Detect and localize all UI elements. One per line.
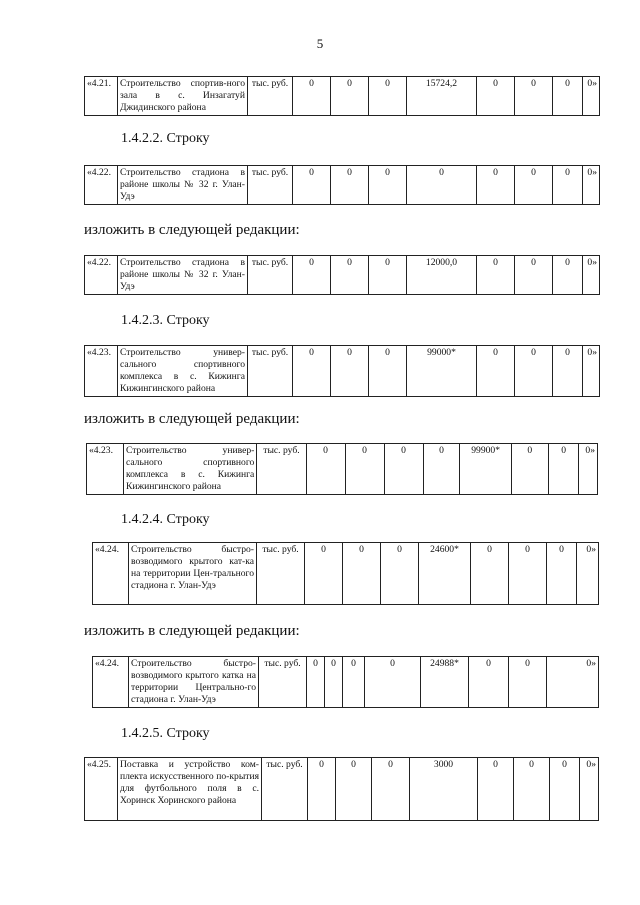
value-cell: 0 [372, 758, 410, 821]
value-cell: 0 [509, 657, 547, 708]
value-cell: 24600* [419, 543, 471, 605]
value-cell: 0 [381, 543, 419, 605]
value-cell: 0 [553, 166, 583, 205]
row-number: «4.25. [85, 758, 118, 821]
section-heading: 1.4.2.5. Строку [121, 726, 210, 741]
value-cell: 0 [547, 543, 577, 605]
value-cell: 0 [369, 166, 407, 205]
value-cell: 0 [365, 657, 421, 708]
row-description: Строительство стадиона в районе школы № 32 г. Улан-Удэ [118, 256, 248, 295]
value-cell: 0 [515, 346, 553, 397]
value-cell: 0 [423, 444, 460, 495]
value-cell: 12000,0 [407, 256, 477, 295]
instruction-text: изложить в следующей редакции: [84, 222, 300, 238]
value-cell: 0 [477, 77, 515, 116]
row-unit: тыс. руб. [257, 444, 306, 495]
row-unit: тыс. руб. [248, 166, 293, 205]
row-description: Поставка и устройство ком-плекта искусственного по-крытия для футбольного поля в с. Хоринск Хоринского района [118, 758, 262, 821]
value-cell: 0 [553, 77, 583, 116]
table-row-4-21 [84, 76, 600, 116]
value-cell: 15724,2 [407, 77, 477, 116]
row-number: «4.22. [85, 256, 118, 295]
value-cell: 0 [306, 444, 345, 495]
value-cell: 0» [547, 657, 599, 708]
value-cell: 0 [515, 77, 553, 116]
instruction-text: изложить в следующей редакции: [84, 623, 300, 639]
value-cell: 0 [307, 657, 325, 708]
value-cell: 0 [550, 758, 580, 821]
value-cell: 0 [331, 346, 369, 397]
value-cell: 0 [293, 346, 331, 397]
value-cell: 0 [384, 444, 423, 495]
row-number: «4.24. [93, 657, 129, 708]
value-cell: 0» [583, 77, 600, 116]
value-cell: 0 [511, 444, 548, 495]
value-cell: 0 [343, 543, 381, 605]
value-cell: 0» [583, 166, 600, 205]
section-heading: 1.4.2.3. Строку [121, 313, 210, 328]
value-cell: 0 [345, 444, 384, 495]
table-row-4-23-old [84, 345, 600, 397]
value-cell: 0 [331, 77, 369, 116]
value-cell: 0 [477, 166, 515, 205]
value-cell: 0 [515, 166, 553, 205]
row-unit: тыс. руб. [248, 256, 293, 295]
row-unit: тыс. руб. [262, 758, 308, 821]
value-cell: 0» [583, 346, 600, 397]
table-row-4-24-old [92, 542, 599, 605]
row-description: Строительство универ-сального спортивного комплекса в с. Кижинга Кижингинского района [118, 346, 248, 397]
value-cell: 0 [514, 758, 550, 821]
value-cell: 0 [331, 256, 369, 295]
table-row-4-22-new [84, 255, 600, 295]
value-cell: 0» [577, 543, 599, 605]
value-cell: 0 [407, 166, 477, 205]
value-cell: 24988* [421, 657, 469, 708]
value-cell: 0 [293, 77, 331, 116]
value-cell: 0 [369, 256, 407, 295]
value-cell: 0 [331, 166, 369, 205]
row-unit: тыс. руб. [248, 346, 293, 397]
table-row-4-24-new [92, 656, 599, 708]
row-number: «4.22. [85, 166, 118, 205]
row-number: «4.23. [85, 346, 118, 397]
value-cell: 0 [515, 256, 553, 295]
value-cell: 0 [336, 758, 372, 821]
value-cell: 0 [308, 758, 336, 821]
value-cell: 0 [293, 166, 331, 205]
value-cell: 3000 [410, 758, 478, 821]
row-description: Строительство быстро-возводимого крытого катка на территории Центрально-го стадиона г. Улан-Удэ [129, 657, 259, 708]
value-cell: 0 [369, 346, 407, 397]
value-cell: 0 [553, 256, 583, 295]
value-cell: 0 [548, 444, 579, 495]
value-cell: 0 [325, 657, 343, 708]
value-cell: 0 [478, 758, 514, 821]
value-cell: 0 [509, 543, 547, 605]
row-unit: тыс. руб. [257, 543, 305, 605]
page-number: 5 [316, 36, 324, 51]
row-description: Строительство стадиона в районе школы № 32 г. Улан-Удэ [118, 166, 248, 205]
row-unit: тыс. руб. [248, 77, 293, 116]
value-cell: 0» [580, 758, 599, 821]
instruction-text: изложить в следующей редакции: [84, 411, 300, 427]
value-cell: 0 [343, 657, 365, 708]
row-description: Строительство быстро-возводимого крытого кат-ка на территории Цен-трального стадиона г. Улан-Удэ [129, 543, 257, 605]
value-cell: 0 [471, 543, 509, 605]
section-heading: 1.4.2.4. Строку [121, 512, 210, 527]
value-cell: 0 [293, 256, 331, 295]
section-heading: 1.4.2.2. Строку [121, 131, 210, 146]
row-description: Строительство универ-сального спортивного комплекса в с. Кижинга Кижингинского района [123, 444, 256, 495]
table-row-4-23-new [86, 443, 598, 495]
value-cell: 0 [369, 77, 407, 116]
table-row-4-22-old [84, 165, 600, 205]
value-cell: 0 [553, 346, 583, 397]
value-cell: 0 [477, 256, 515, 295]
row-number: «4.24. [93, 543, 129, 605]
value-cell: 99000* [407, 346, 477, 397]
row-number: «4.21. [85, 77, 118, 116]
value-cell: 99900* [460, 444, 511, 495]
row-description: Строительство спортив-ного зала в с. Инзагатуй Джидинского района [118, 77, 248, 116]
table-row-4-25 [84, 757, 599, 821]
row-unit: тыс. руб. [259, 657, 307, 708]
value-cell: 0 [469, 657, 509, 708]
value-cell: 0 [477, 346, 515, 397]
row-number: «4.23. [87, 444, 124, 495]
value-cell: 0 [305, 543, 343, 605]
value-cell: 0» [579, 444, 598, 495]
value-cell: 0» [583, 256, 600, 295]
